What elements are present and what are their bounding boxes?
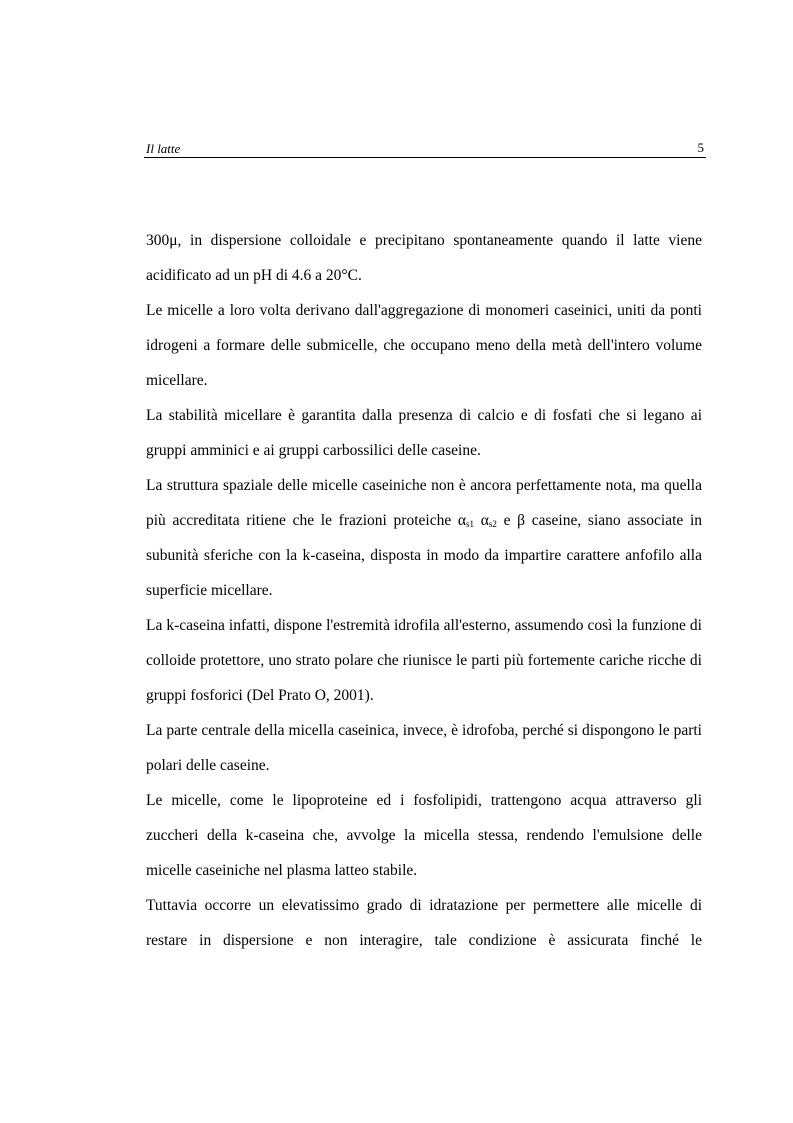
paragraph-text: La struttura spaziale delle micelle caseiniche non è ancora perfettamente nota, ma quella più accreditata ritiene che le frazioni proteiche [146, 477, 702, 529]
paragraph: La k-caseina infatti, dispone l'estremità idrofila all'esterno, assumendo così la funzione di colloide protettore, uno strato polare che riunisce le parti più fortemente cariche ricche di gruppi fosforici (Del Prato O, 2001). [146, 617, 702, 704]
alpha-symbol: α [480, 512, 489, 529]
paragraph: Le micelle a loro volta derivano dall'aggregazione di monomeri caseinici, uniti da ponti idrogeni a formare delle submicelle, che occupano meno della metà dell'intero volume micellare. [146, 302, 702, 389]
page-header [144, 139, 706, 158]
subscript-s2: s2 [488, 519, 497, 529]
body-text [146, 223, 702, 958]
subscript-s1: s1 [466, 519, 475, 529]
paragraph: 300μ, in dispersione colloidale e precipitano spontaneamente quando il latte viene acidificato ad un pH di 4.6 a 20°C. [146, 232, 702, 284]
paragraph: La stabilità micellare è garantita dalla presenza di calcio e di fosfati che si legano ai gruppi amminici e ai gruppi carbossilici delle caseine. [146, 407, 702, 459]
paragraph-text: caseine, siano associate in subunità sferiche con la k-caseina, disposta in modo da impartire carattere anfofilo alla superficie micellare. [146, 512, 703, 599]
page-number: 5 [697, 140, 704, 155]
paragraph-with-symbols [146, 468, 702, 608]
paragraph: La parte centrale della micella caseinica, invece, è idrofoba, perché si dispongono le parti polari delle caseine. [146, 722, 702, 774]
alpha-symbol: α [457, 512, 467, 529]
running-title: Il latte [146, 141, 181, 156]
paragraph-text: e [496, 512, 518, 529]
paragraph: Tuttavia occorre un elevatissimo grado di idratazione per permettere alle micelle di restare in dispersione e non interagire, tale condizione è assicurata finché le [146, 897, 702, 949]
beta-symbol: β [517, 512, 526, 529]
paragraph: Le micelle, come le lipoproteine ed i fosfolipidi, trattengono acqua attraverso gli zuccheri della k-caseina che, avvolge la micella stessa, rendendo l'emulsione delle micelle caseiniche nel plasma latteo stabile. [146, 792, 702, 879]
